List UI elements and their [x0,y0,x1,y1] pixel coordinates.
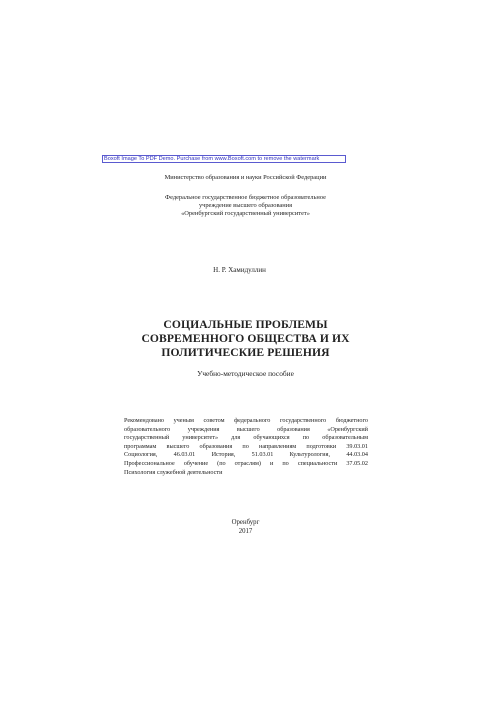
recommendation-line: Социология, 46.03.01 История, 51.03.01 Культурология, 44.03.04 [124,451,368,459]
document-subtitle: Учебно-методическое пособие [197,369,294,378]
watermark-banner[interactable]: Boxoft Image To PDF Demo. Purchase from www.Boxoft.com to remove the watermark [102,155,346,163]
ministry-line: Министерство образования и науки Российской Федерации [164,174,327,181]
recommendation-line: Профессиональное обучение (по отраслям) и по специальности 37.05.02 [124,459,368,467]
recommendation-line: Психология служебной деятельности [124,468,223,476]
document-title [0,318,491,360]
recommendation-paragraph [124,417,368,477]
title-line: СОЦИАЛЬНЫЕ ПРОБЛЕМЫ [163,318,328,331]
institution-line: учреждение высшего образования [198,202,293,209]
recommendation-line: государственный университет» для обучающихся по образовательным [124,434,368,442]
institution-line: «Оренбургский государственный университет» [181,210,310,217]
publication-year: 2017 [238,528,253,535]
institution-block [0,194,491,218]
city-name: Оренбург [231,519,260,526]
author-name: Н. Р. Хамидуллин [213,266,266,274]
institution-line: Федеральное государственное бюджетное образовательное [165,194,326,201]
title-line: ПОЛИТИЧЕСКИЕ РЕШЕНИЯ [161,346,330,359]
recommendation-line: программам высшего образования по направлениям подготовки 39.03.01 [124,442,368,450]
title-line: СОВРЕМЕННОГО ОБЩЕСТВА И ИХ [141,332,350,345]
recommendation-line: образовательного учреждения высшего образования «Оренбургский [124,425,368,433]
imprint-block [0,518,491,536]
recommendation-line: Рекомендовано ученым советом федерального государственного бюджетного [124,417,368,424]
